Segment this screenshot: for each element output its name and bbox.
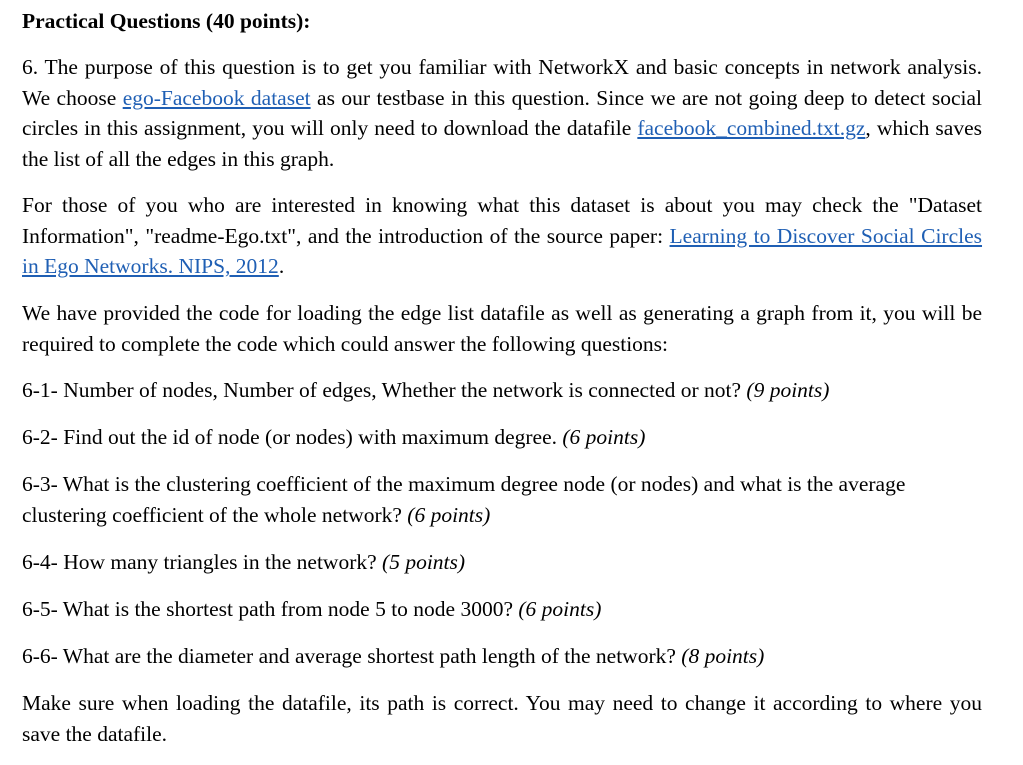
subquestion-6-6 [22, 641, 982, 672]
subquestion-6-1-points: (9 points) [746, 378, 830, 402]
subquestion-6-5-text: 6-5- What is the shortest path from node 5 to node 3000? [22, 597, 519, 621]
subquestion-6-4-points: (5 points) [382, 550, 466, 574]
question-6-intro [22, 52, 982, 174]
subquestion-6-5 [22, 594, 982, 625]
subquestion-6-5-points: (6 points) [518, 597, 602, 621]
info-text-1: For those of you who are interested in knowing what this dataset is about you may check the "Dataset Information", "readme-Ego.txt", and the introduction of the source paper: [22, 193, 982, 248]
subquestion-6-2-text: 6-2- Find out the id of node (or nodes) with maximum degree. [22, 425, 563, 449]
facebook-combined-file-link[interactable]: facebook_combined.txt.gz [637, 116, 866, 140]
dataset-info-paragraph [22, 190, 982, 282]
subquestion-6-3-points: (6 points) [407, 502, 491, 527]
source-paper-link[interactable]: Learning to Discover Social Circles in Ego Networks. NIPS, 2012 [22, 223, 983, 278]
section-heading: Practical Questions (40 points): [22, 9, 311, 33]
intro-text-3: , which saves the list of all the edges in this graph. [22, 116, 982, 171]
intro-text-1: 6. The purpose of this question is to get you familiar with NetworkX and basic concepts in network analysis. We choose [22, 55, 982, 110]
subquestion-6-3-text: 6-3- What is the clustering coefficient of the maximum degree node (or nodes) and what is the average clustering coefficient of the whole network? [22, 472, 906, 527]
ego-facebook-dataset-link[interactable]: ego-Facebook dataset [122, 85, 311, 110]
intro-text-2: as our testbase in this question. Since we are not going deep to detect social circles in this assignment, you will only need to download the datafile [22, 85, 982, 140]
subquestion-6-4-text: 6-4- How many triangles in the network? [22, 550, 383, 574]
provided-code-paragraph: We have provided the code for loading the edge list datafile as well as generating a graph from it, you will be required to complete the code which could answer the following questions: [22, 301, 982, 356]
subquestion-6-3 [22, 469, 982, 530]
subquestion-6-1 [22, 375, 982, 406]
info-text-2: . [278, 254, 285, 278]
subquestion-6-1-text: 6-1- Number of nodes, Number of edges, Whether the network is connected or not? [22, 378, 747, 402]
subquestion-6-2 [22, 422, 982, 453]
subquestion-6-4 [22, 547, 982, 578]
datafile-path-note: Make sure when loading the datafile, its path is correct. You may need to change it according to where you save the datafile. [22, 691, 982, 746]
subquestion-6-2-points: (6 points) [562, 425, 646, 449]
subquestion-6-6-text: 6-6- What are the diameter and average shortest path length of the network? [22, 644, 682, 668]
subquestion-6-6-points: (8 points) [681, 644, 765, 668]
